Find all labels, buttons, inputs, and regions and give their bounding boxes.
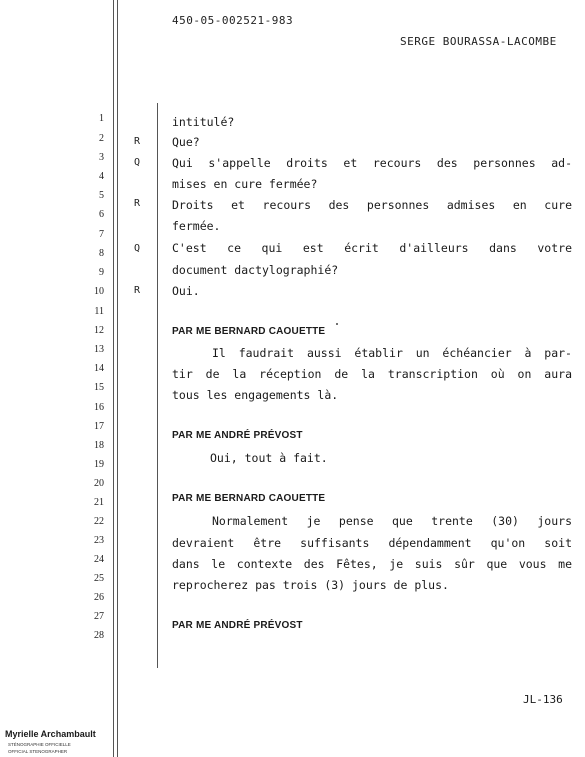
transcript-line: dans le contexte des Fêtes, je suis sûr que vous me <box>172 557 572 571</box>
transcript-line: Droits et recours des personnes admises en cure <box>172 198 572 212</box>
speaker-heading: PAR ME ANDRÉ PRÉVOST <box>172 620 303 631</box>
speaker-heading: PAR ME BERNARD CAOUETTE <box>172 493 326 504</box>
stenographer-title-en: OFFICIAL STENOGRAPHER <box>8 749 68 754</box>
transcript-line: Oui. <box>172 284 200 298</box>
transcript-line: mises en cure fermée? <box>172 177 318 191</box>
line-number: 24 <box>94 554 104 565</box>
line-number: 15 <box>94 382 104 393</box>
speaker-marker: R <box>133 285 141 296</box>
transcript-line: reprocherez pas trois (3) jours de plus. <box>172 578 449 592</box>
stenographer-name: Myrielle Archambault <box>5 729 96 739</box>
speaker-marker: R <box>133 136 141 147</box>
line-number: 10 <box>94 286 104 297</box>
transcript-line: devraient être suffisants dépendamment qu'on soit <box>172 536 572 550</box>
line-number: 21 <box>94 497 104 508</box>
transcript-line: Oui, tout à fait. <box>210 451 328 465</box>
line-number: 2 <box>99 133 104 144</box>
line-number: 16 <box>94 402 104 413</box>
line-number: 25 <box>94 573 104 584</box>
transcript-line: intitulé? <box>172 115 235 129</box>
line-number: 5 <box>99 190 104 201</box>
ink-speck <box>336 323 338 325</box>
transcript-line: Il faudrait aussi établir un échéancier à par- <box>212 346 572 360</box>
left-margin-rule <box>113 0 114 757</box>
line-number: 13 <box>94 344 104 355</box>
line-number: 4 <box>99 171 104 182</box>
transcript-line: document dactylographié? <box>172 263 339 277</box>
line-number: 23 <box>94 535 104 546</box>
line-number: 6 <box>99 209 104 220</box>
transcript-line: Normalement je pense que trente (30) jours <box>212 514 572 528</box>
text-margin-rule <box>157 103 158 668</box>
transcript-line: tir de la réception de la transcription où on aura <box>172 367 572 381</box>
line-number: 3 <box>99 152 104 163</box>
speaker-marker: Q <box>133 243 141 254</box>
stenographer-title-fr: STÉNOGRAPHIE OFFICIELLE <box>8 742 71 747</box>
line-number: 9 <box>99 267 104 278</box>
line-number: 18 <box>94 440 104 451</box>
left-margin-rule-inner <box>117 0 118 757</box>
transcript-line: Que? <box>172 135 200 149</box>
speaker-marker: Q <box>133 157 141 168</box>
witness-name: SERGE BOURASSA-LACOMBE <box>400 35 557 48</box>
transcript-line: Qui s'appelle droits et recours des personnes ad- <box>172 156 572 170</box>
line-number: 27 <box>94 611 104 622</box>
transcript-line: C'est ce qui est écrit d'ailleurs dans votre <box>172 241 572 255</box>
file-number: 450-05-002521-983 <box>172 14 294 27</box>
line-number: 26 <box>94 592 104 603</box>
line-number: 22 <box>94 516 104 527</box>
page-reference: JL-136 <box>523 693 563 706</box>
line-number: 20 <box>94 478 104 489</box>
transcript-line: tous les engagements là. <box>172 388 339 402</box>
line-number: 19 <box>94 459 104 470</box>
line-number: 8 <box>99 248 104 259</box>
line-number: 14 <box>94 363 104 374</box>
line-number: 28 <box>94 630 104 641</box>
speaker-marker: R <box>133 198 141 209</box>
line-number: 12 <box>94 325 104 336</box>
speaker-heading: PAR ME BERNARD CAOUETTE <box>172 326 326 337</box>
line-number: 7 <box>99 229 104 240</box>
line-number: 17 <box>94 421 104 432</box>
line-number: 1 <box>99 113 104 124</box>
line-number: 11 <box>94 306 104 317</box>
speaker-heading: PAR ME ANDRÉ PRÉVOST <box>172 430 303 441</box>
transcript-line: fermée. <box>172 219 221 233</box>
